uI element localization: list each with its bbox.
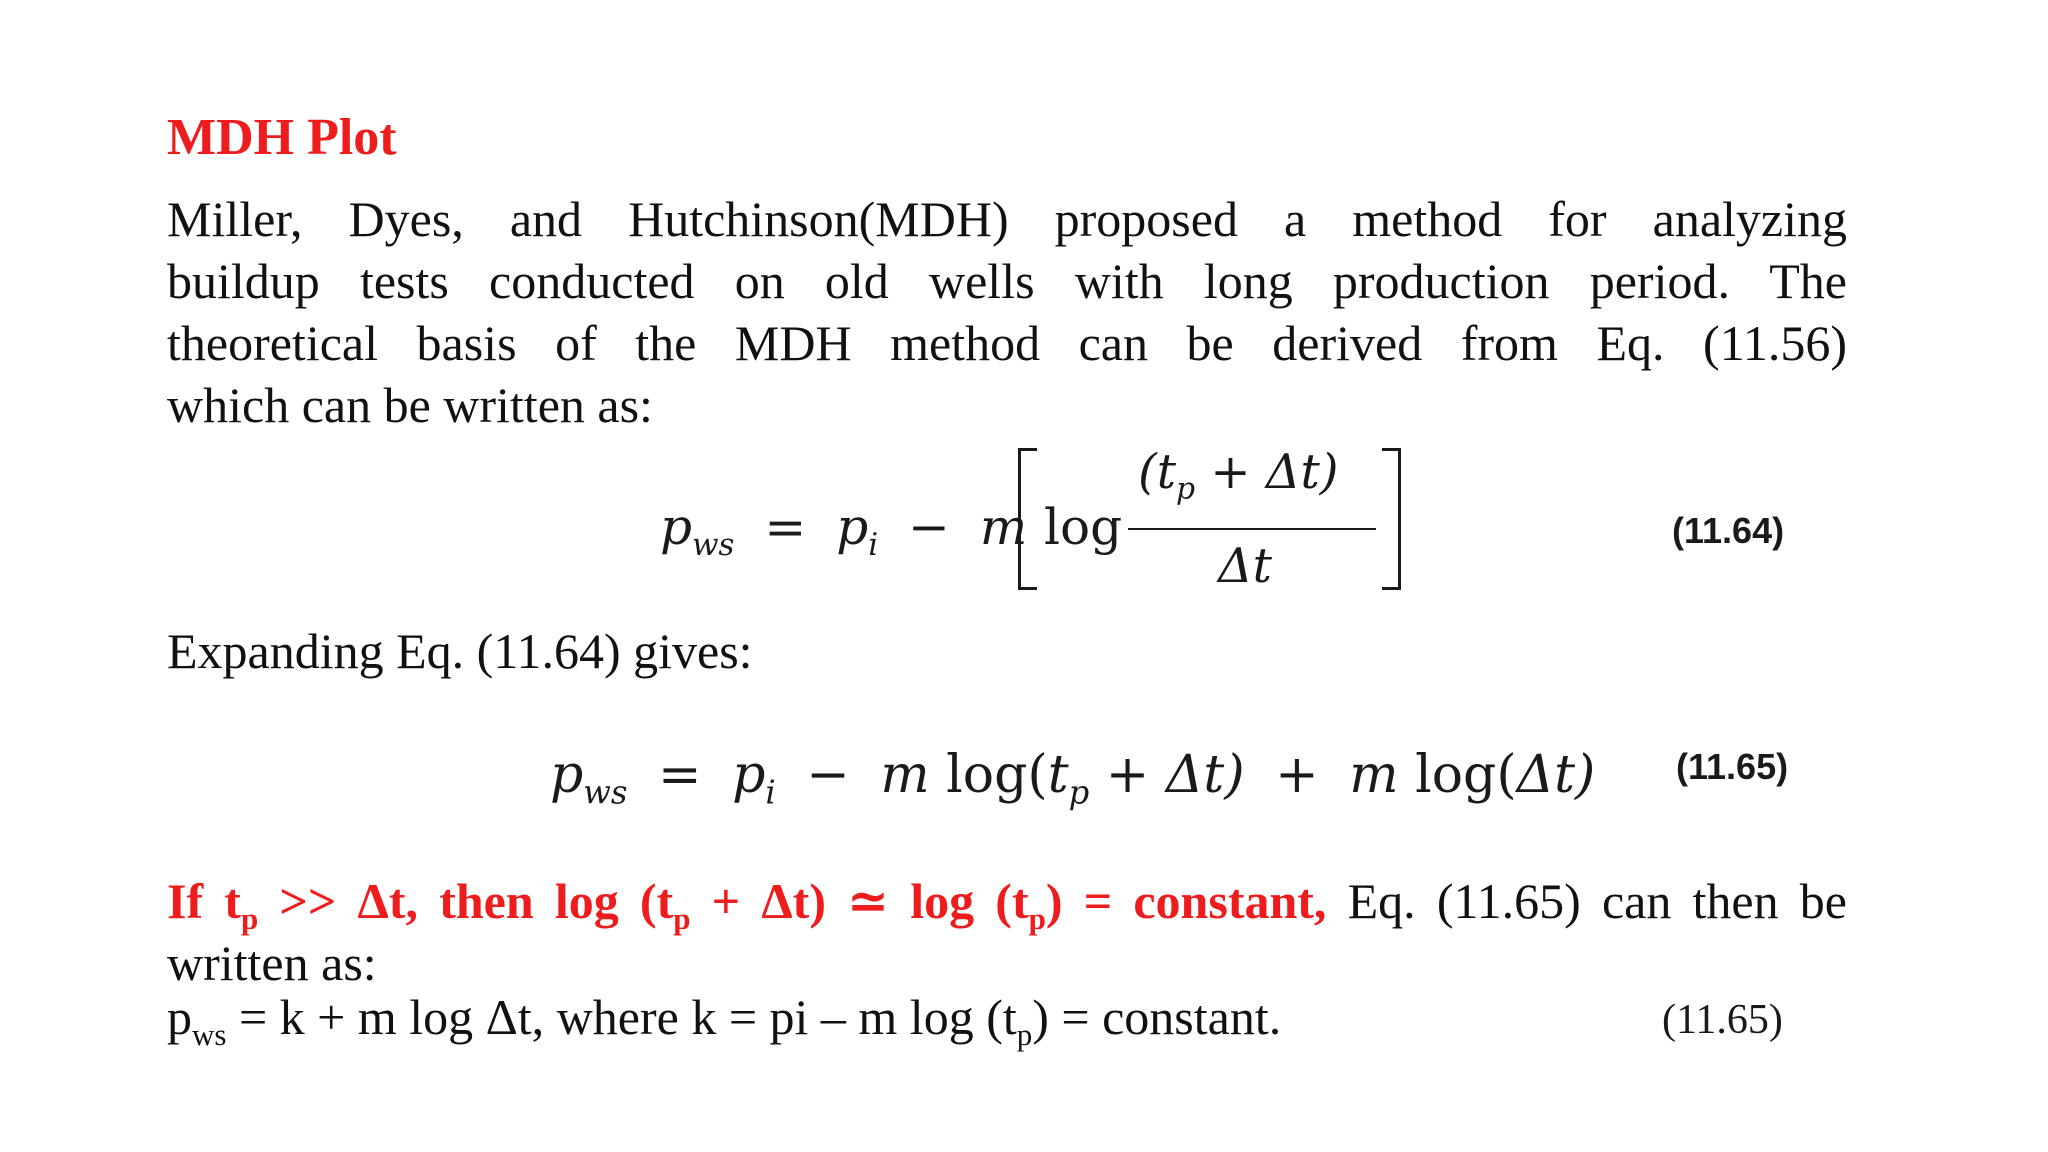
equation-number-final: (11.65) bbox=[1662, 997, 1783, 1043]
equation-11-64 bbox=[660, 440, 1420, 600]
expanding-text: Expanding Eq. (11.64) gives: bbox=[167, 623, 753, 679]
equation-number-11-64: (11.64) bbox=[1672, 510, 1785, 551]
intro-line-3: theoretical basis of the MDH method can be derived from Eq. (11.56) bbox=[167, 315, 1847, 371]
intro-line-1: Miller, Dyes, and Hutchinson(MDH) proposed a method for analyzing bbox=[167, 191, 1847, 247]
intro-line-4: which can be written as: bbox=[167, 377, 653, 433]
final-equation: $p_{ws} = k + m$ log Δt, where k = pi – m $\log (t_p)$ = constant. bbox=[167, 989, 1282, 1052]
condition-line-1: If $t_p >> \Delta t$, then $\log (t_p + \Delta t)$ ≃ $\log (t_p)$ = constant, Eq. (11.65) can then be bbox=[167, 873, 1847, 936]
eq1-lhs: $p_{ws} = p_i - m$ bbox=[660, 498, 1028, 563]
eq1-numerator: $(t_p + \Delta t)$ bbox=[1138, 444, 1339, 507]
eq1-log: log bbox=[1044, 498, 1123, 556]
equation-number-11-65: (11.65) bbox=[1676, 746, 1789, 787]
intro-line-2: buildup tests conducted on old wells with long production period. The bbox=[167, 253, 1847, 309]
equation-11-65: $p_{ws} = p_i - m$ $\log(t_p + \Delta t) + m$ log(Δt) bbox=[550, 745, 1596, 812]
condition-paragraph bbox=[167, 870, 1847, 994]
eq1-denominator: Δt bbox=[1218, 538, 1272, 594]
condition-line-2: written as: bbox=[167, 935, 377, 991]
slide-title: MDH Plot bbox=[167, 109, 397, 166]
right-bracket bbox=[1382, 448, 1401, 590]
left-bracket bbox=[1018, 448, 1037, 590]
fraction-bar bbox=[1128, 528, 1376, 530]
intro-paragraph bbox=[167, 188, 1847, 436]
